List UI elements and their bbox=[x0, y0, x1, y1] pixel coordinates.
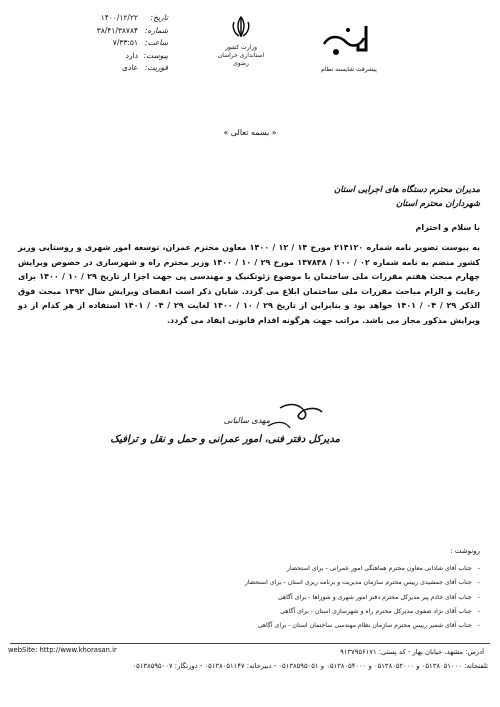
logo-subtitle: پیشرفت شایسته نظام bbox=[321, 66, 377, 73]
cc-item-text: جناب آقای خادم پیر مدیرکل محترم دفتر امور شهری و شوراها - برای آگاهی bbox=[277, 593, 472, 601]
meta-number-label: شماره: bbox=[145, 25, 168, 35]
footer-website: webSite: http://www.khorasan.ir bbox=[8, 646, 117, 654]
meta-number-value: ۳۸/۴۱/۳۸۷۸۴ bbox=[96, 25, 138, 35]
letter-meta bbox=[18, 12, 168, 75]
addressee bbox=[10, 183, 480, 211]
letter-body bbox=[18, 241, 480, 329]
ministry-line1: وزارت کشور bbox=[224, 44, 258, 51]
body-part1: به پیوست تصویر نامه شماره ۲۱۴۱۲۰ مورخ ۱۴ / ۱۲ / ۱۴۰۰ معاون محترم عمران، توسعه امور شهری و روستایی وزیر کشور منضم به نامه شماره ۰۲ / ۱۰۰ / ۱۴۷۸۳۸ مورخ ۲۹ / ۱۰ / ۱۴۰۰ وزیر محترم راه و شهرسازی در خصوص ویرایش چهارم مبحث هفتم مقررات ملی ساختمان با موضوع bbox=[18, 243, 481, 282]
signer-name: مهدی سالیانی bbox=[223, 416, 270, 425]
cc-item: - جناب آقای شادانی معاون محترم هماهنگی امور عمرانی - برای استحضار bbox=[40, 562, 480, 576]
greeting: با سلام و احترام bbox=[415, 223, 480, 232]
meta-time-label: ساعت: bbox=[145, 38, 168, 47]
cc-item-text: جناب آقای جمشیدی رییس محترم سازمان مدیریت و برنامه ریزی استان - برای استحضار bbox=[244, 579, 472, 587]
meta-attachment bbox=[18, 50, 168, 63]
meta-priority-value: عادی bbox=[122, 63, 138, 72]
meta-time-value: ۷/۳۳:۵۱ bbox=[112, 38, 138, 47]
cc-item: - جناب آقای خادم پیر مدیرکل محترم دفتر امور شهری و شوراها - برای آگاهی bbox=[40, 591, 480, 605]
footer-address: آدرس: مشهد، خیابان بهار - کد پستی: ۹۱۳۷۹۵۶۱۷۱ bbox=[340, 648, 484, 656]
body-topic: ژئوتکنیک و مهندسی پی bbox=[175, 272, 271, 282]
meta-time bbox=[18, 37, 168, 50]
signer-title: مدیرکل دفتر فنی، امور عمرانی و حمل و نقل و ترافیک bbox=[110, 434, 340, 445]
cc-list bbox=[40, 562, 480, 633]
bismillah: « بسمه تعالی » bbox=[223, 128, 277, 137]
cc-item-text: جناب آقای شادانی معاون محترم هماهنگی امور عمرانی - برای استحضار bbox=[286, 565, 472, 572]
cc-item: - جناب آقای جمشیدی رییس محترم سازمان مدیریت و برنامه ریزی استان - برای استحضار bbox=[40, 576, 480, 590]
meta-priority bbox=[18, 62, 168, 75]
emblem-icon bbox=[228, 14, 254, 40]
cc-item-text: جناب آقای نژاد صفوی مدیرکل محترم راه و شهرسازی استان - برای آگاهی bbox=[280, 607, 472, 615]
meta-date bbox=[18, 12, 168, 25]
footer-divider bbox=[10, 643, 490, 644]
iran-emblem bbox=[216, 14, 266, 68]
cc-label: رونوشت : bbox=[450, 547, 480, 555]
meta-priority-label: فوریت: bbox=[144, 63, 168, 72]
body-part2: جهت اجرا از تاریخ ۲۹ / ۱۰ / ۱۴۰۰ برای رعایت و الزام مباحث مقررات ملی ساختمان ابلاغ می گردد. شایان ذکر است انقضای ویرایش سال ۱۳۹۲ مبحث فوق الذکر ۲۹ / ۰۴ / ۱۴۰۱ خواهد بود و بنابراین از تاریخ ۲۹ / ۱۰ / ۱۴۰۰ لغایت ۲۹ / ۰۴ / ۱۴۰۱ استفاده از هر کدام از دو ویرایش مذکور مجاز می باشد. مراتب جهت هرگونه اقدام قانونی ایفاد می گردد. bbox=[18, 272, 480, 325]
meta-attachment-label: پیوست: bbox=[143, 50, 168, 60]
campaign-logo bbox=[318, 22, 380, 73]
addressee-line1: مدیران محترم دستگاه های اجرایی استان bbox=[334, 185, 480, 195]
meta-number bbox=[18, 25, 168, 38]
meta-attachment-value: دارد bbox=[125, 50, 138, 60]
signature-block bbox=[110, 400, 390, 480]
logo-mark bbox=[318, 22, 380, 60]
cc-item: - جناب آقای شمیر رییس محترم سازمان نظام مهندسی ساختمان استان - برای آگاهی bbox=[40, 619, 480, 633]
ministry-line2: استانداری خراسان رضوی bbox=[217, 52, 265, 67]
footer-phones: تلفنخانه: ۰۵۱۳۸۰۵۱۰۰۰ و ۰۵۱۳۸۰۵۲۰۰۰ و ۰۵۱۳۸۰۵۴۰۰۰ و ۰۵۱۳۸۵۹۵۰۵۱ - دبیرخانه: ۰۵۱۳۸۰۵۱۱۴۷ - دورنگار: ۰۵۱۳۸۵۹۵۰۰۷ bbox=[132, 662, 488, 670]
cc-item: - جناب آقای نژاد صفوی مدیرکل محترم راه و شهرسازی استان - برای آگاهی bbox=[40, 605, 480, 619]
cc-item-text: جناب آقای شمیر رییس محترم سازمان نظام مهندسی ساختمان استان - برای آگاهی bbox=[257, 622, 472, 630]
meta-date-label: تاریخ: bbox=[150, 13, 168, 22]
ministry-text bbox=[216, 44, 266, 68]
addressee-line2: شهرداران محترم استان bbox=[396, 199, 480, 209]
meta-date-value: ۱۴۰۰/۱۲/۲۲ bbox=[100, 13, 138, 22]
